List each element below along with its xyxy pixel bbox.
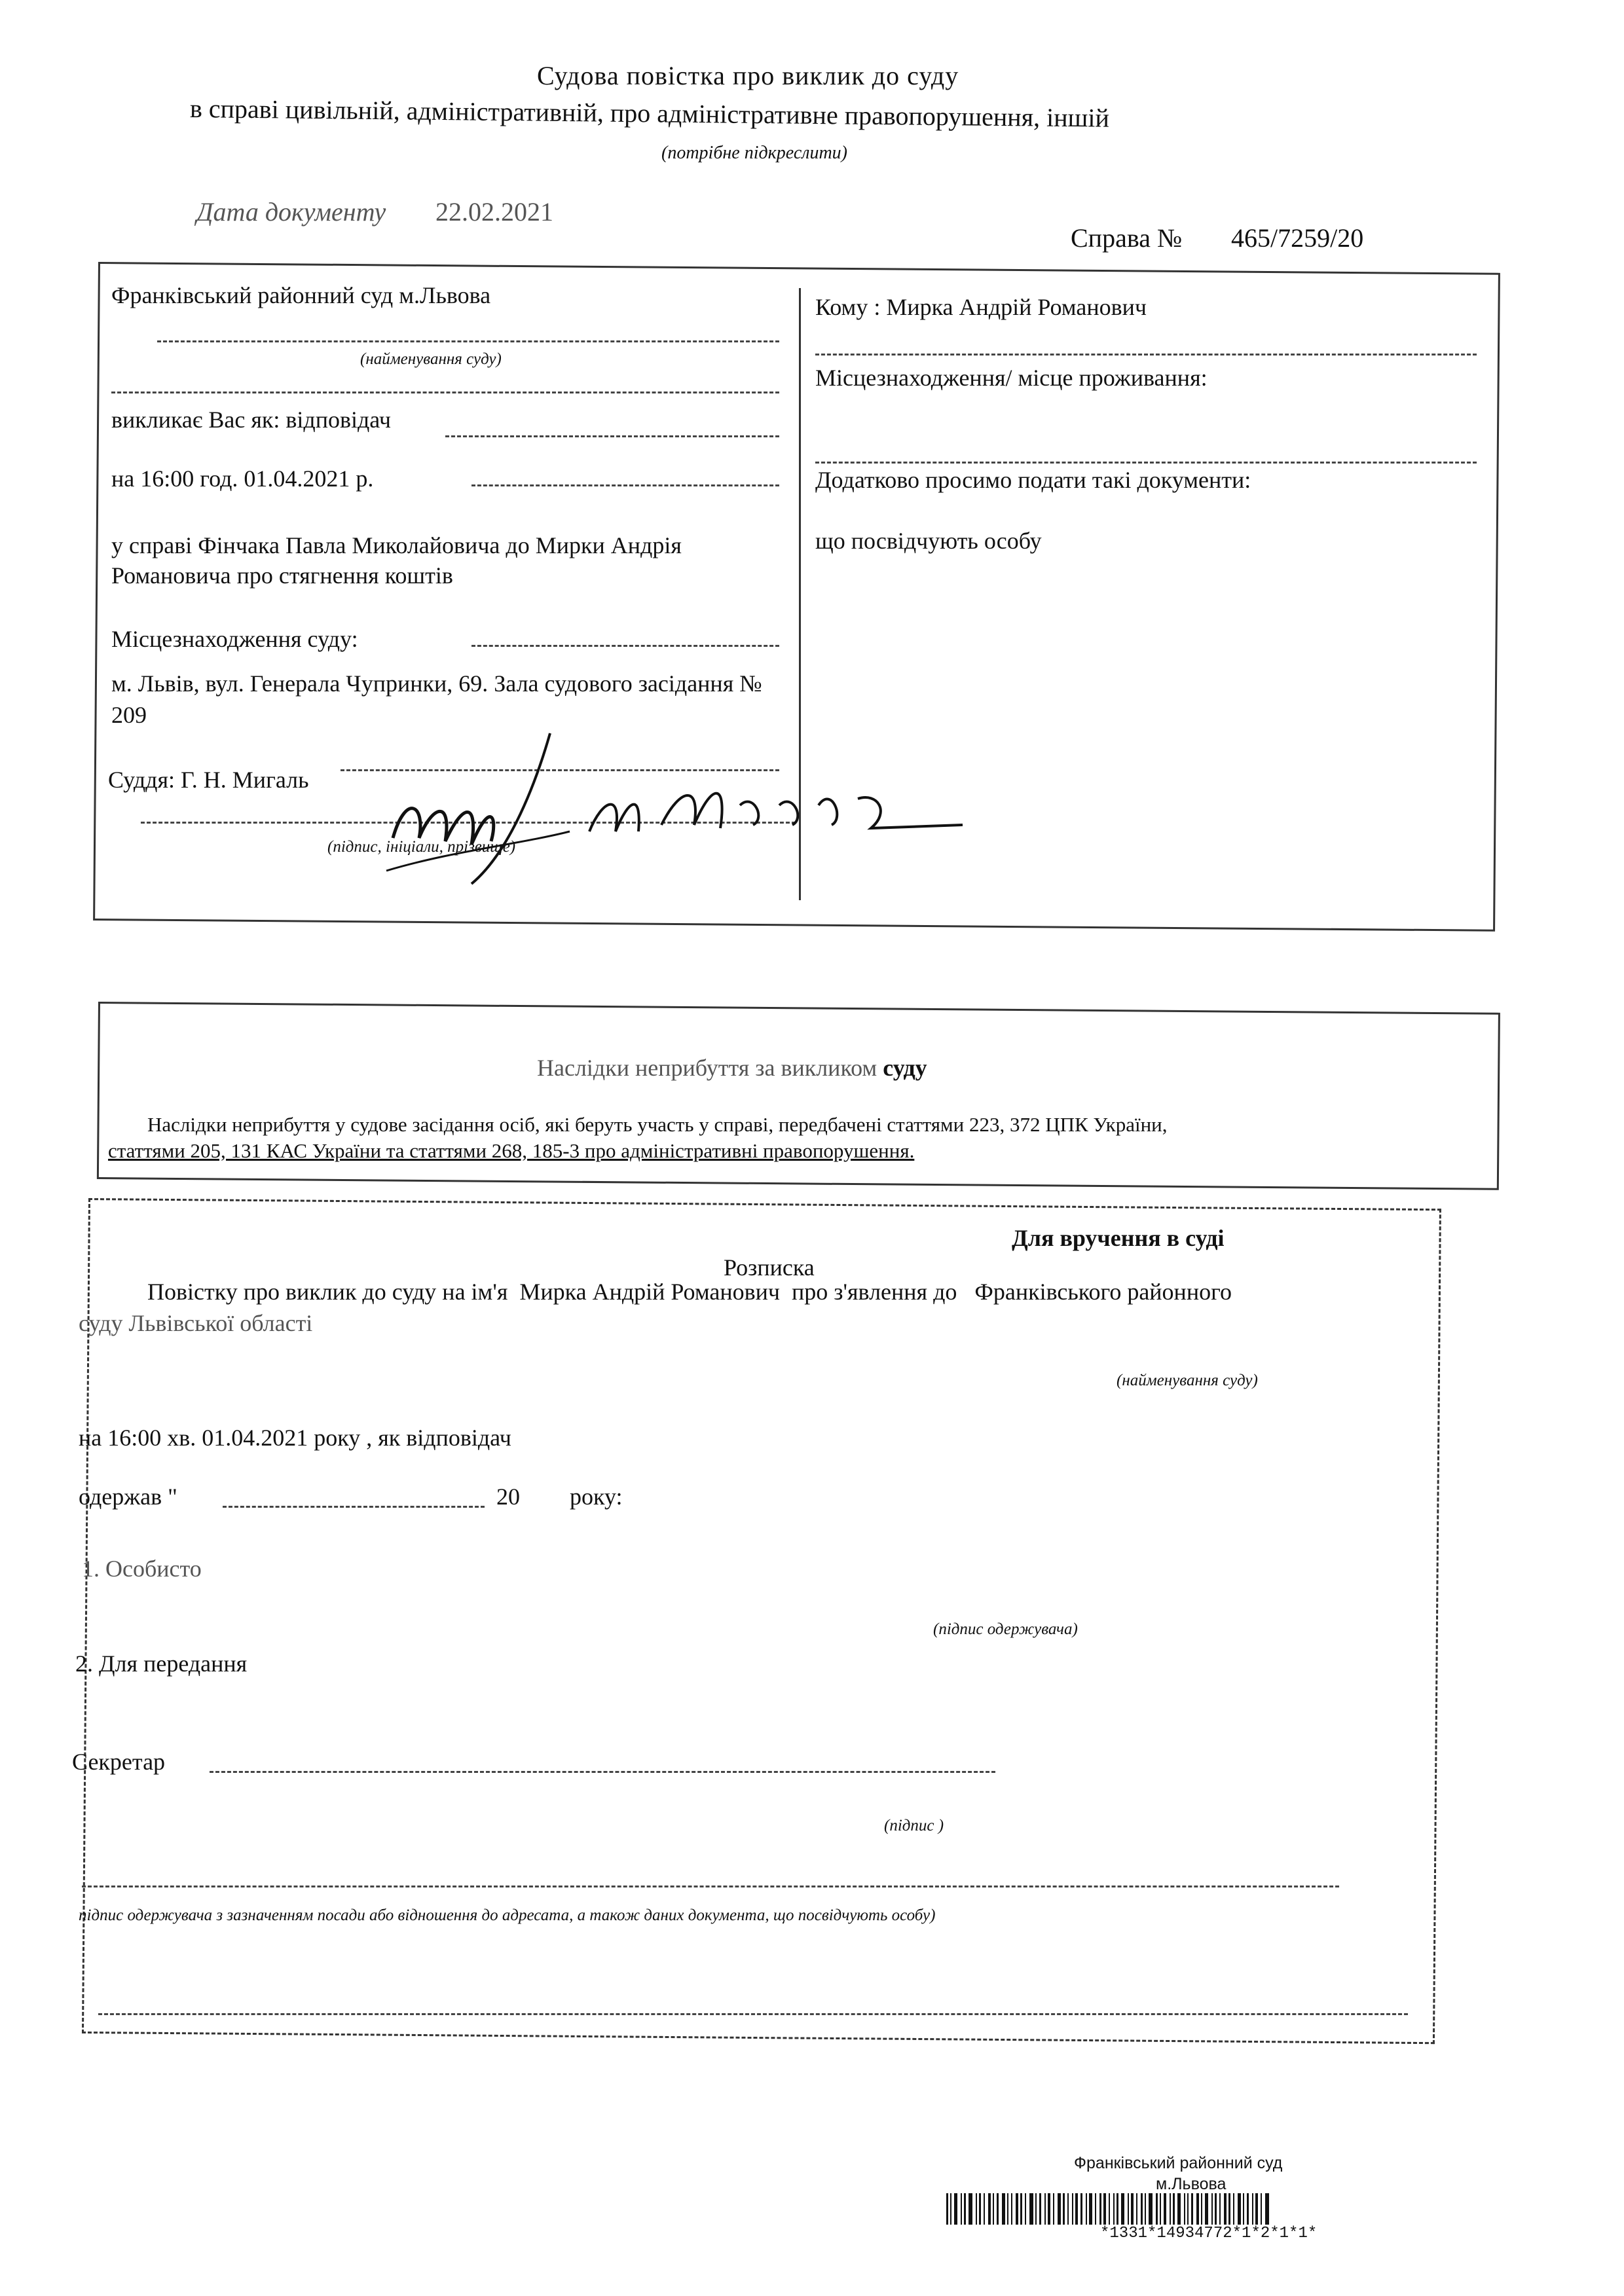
documents-value: що посвідчують особу (815, 528, 1042, 554)
barcode-bar (1035, 2193, 1037, 2225)
location-value: м. Львів, вул. Генерала Чупринки, 69. Зала судового засідання № 209 (111, 670, 762, 728)
barcode-bar (979, 2193, 981, 2225)
receipt-court-caption: (найменування суду) (1116, 1372, 1258, 1389)
stamp-line-2: м.Львова (1156, 2175, 1227, 2193)
receipt-title: Розписка (724, 1254, 815, 1281)
handwritten-signature (373, 720, 995, 890)
barcode-bar (1044, 2193, 1046, 2225)
barcode-bar (1211, 2193, 1213, 2225)
barcode-bar (961, 2193, 962, 2225)
received-day-underline (223, 1506, 485, 1508)
court-caption: (найменування суду) (360, 350, 502, 368)
barcode-bar (1029, 2193, 1033, 2225)
barcode-bar (1196, 2193, 1199, 2225)
summons-time: на 16:00 год. 01.04.2021 р. (111, 465, 374, 492)
bottom-underline (98, 2013, 1408, 2015)
time-underline (471, 484, 779, 486)
barcode-bar (1058, 2193, 1061, 2225)
barcode-bar (969, 2193, 972, 2225)
barcode-bar (1243, 2193, 1244, 2225)
barcode-bar (1020, 2193, 1022, 2225)
barcode-bar (1187, 2193, 1189, 2225)
barcode-bar (1086, 2193, 1087, 2225)
barcode-bar (1002, 2193, 1005, 2225)
recipient-label: Кому : Мирка Андрій Романович (815, 294, 1147, 320)
barcode-bar (1149, 2193, 1153, 2225)
barcode-bar (1016, 2193, 1018, 2225)
receipt-court-short: Франківського районного (974, 1279, 1232, 1305)
barcode-bar (1039, 2193, 1041, 2225)
barcode-bar (1156, 2193, 1158, 2225)
recipient-underline (815, 354, 1477, 355)
receipt-line1-a: Повістку про виклик до суду на ім'я (147, 1279, 508, 1305)
notice-title (537, 1054, 927, 1082)
documents-label: Додатково просимо подати такі документи: (815, 467, 1251, 493)
barcode-bar (950, 2193, 951, 2225)
barcode-bar (1224, 2193, 1227, 2225)
receipt-item-2: 2. Для передання (75, 1650, 248, 1677)
barcode-bar (1025, 2193, 1026, 2225)
barcode-bar (1075, 2193, 1078, 2225)
receipt-person: Мирка Андрій Романович (519, 1279, 781, 1305)
barcode-bar (997, 2193, 999, 2225)
barcode-bar (1184, 2193, 1185, 2225)
barcode-bar (1265, 2193, 1269, 2225)
summons-as-underline (445, 435, 779, 437)
receipt-time-line: на 16:00 хв. 01.04.2021 року , як відповідач (79, 1425, 511, 1451)
barcode-bar (1080, 2193, 1082, 2225)
title-line-2: в справі цивільній, адміністративній, про адміністративне правопорушення, іншій (189, 94, 1110, 133)
barcode-bar (1238, 2193, 1241, 2225)
title-line-1: Судова повістка про виклик до суду (537, 61, 959, 90)
court-name: Франківський районний суд м.Львова (111, 282, 491, 308)
barcode-bar (988, 2193, 991, 2225)
location-label: Місцезнаходження суду: (111, 626, 358, 652)
case-number: 465/7259/20 (1231, 223, 1364, 253)
received-year: 20 (496, 1484, 520, 1510)
barcode-bar (1136, 2193, 1137, 2225)
location-underline (471, 645, 779, 647)
case-subject: у справі Фінчака Павла Миколайовича до Мирки Андрія Романовича про стягнення коштів (111, 532, 682, 589)
barcode-bar (946, 2193, 948, 2225)
secretary-underline (210, 1771, 995, 1773)
barcode-bar (1007, 2193, 1008, 2225)
barcode (946, 2193, 1271, 2225)
notice-body-2: статтями 205, 131 КАС України та статтями 268, 185-3 про адміністративні правопорушення. (108, 1139, 915, 1162)
address-underline (815, 462, 1477, 464)
barcode-bar (1219, 2193, 1221, 2225)
barcode-bar (1128, 2193, 1129, 2225)
barcode-bar (1141, 2193, 1143, 2225)
barcode-bar (1201, 2193, 1202, 2225)
receipt-line1-b: про з'явлення до (792, 1279, 957, 1305)
barcode-bar (1177, 2193, 1181, 2225)
received-a: одержав " (79, 1484, 177, 1510)
barcode-bar (1113, 2193, 1115, 2225)
footer-caption: підпис одержувача з зазначенням посади або відношення до адресата, а також даних документа, що посвідчують особу) (79, 1906, 936, 1924)
title-note: (потрібне підкреслити) (661, 143, 848, 163)
barcode-bar (1053, 2193, 1054, 2225)
barcode-bar (1116, 2193, 1118, 2225)
barcode-bar (1261, 2193, 1262, 2225)
barcode-bar (1164, 2193, 1166, 2225)
barcode-bar (984, 2193, 985, 2225)
barcode-bar (954, 2193, 957, 2225)
barcode-bar (976, 2193, 977, 2225)
barcode-bar (1095, 2193, 1096, 2225)
footer-underline (82, 1886, 1339, 1887)
barcode-text: *1331*14934772*1*2*1*1* (1100, 2225, 1318, 2242)
barcode-bar (1233, 2193, 1234, 2225)
court-underline (157, 340, 779, 342)
notice-title-part2: суду (883, 1055, 927, 1081)
barcode-bar (1011, 2193, 1012, 2225)
barcode-bar (1131, 2193, 1134, 2225)
receipt-line-1 (147, 1278, 1232, 1305)
judge-name: Суддя: Г. Н. Мигаль (108, 767, 309, 793)
barcode-bar (1247, 2193, 1249, 2225)
barcode-bar (1170, 2193, 1171, 2225)
divider-line (111, 392, 779, 393)
barcode-bar (1191, 2193, 1193, 2225)
barcode-bar (993, 2193, 994, 2225)
secretary-signature-caption: (підпис ) (884, 1817, 944, 1834)
date-label: Дата документу (196, 197, 386, 227)
notice-title-part1: Наслідки неприбуття за викликом (537, 1055, 877, 1081)
barcode-bar (1205, 2193, 1208, 2225)
recipient-signature-caption: (підпис одержувача) (933, 1620, 1078, 1638)
barcode-bar (1255, 2193, 1258, 2225)
secretary-label: Секретар (72, 1749, 166, 1775)
barcode-bar (1063, 2193, 1065, 2225)
barcode-bar (1145, 2193, 1146, 2225)
barcode-bar (1072, 2193, 1073, 2225)
signature-caption: (підпис, ініціали, прізвище) (327, 838, 516, 856)
barcode-bar (1173, 2193, 1175, 2225)
received-b: року: (570, 1484, 623, 1510)
case-label: Справа № (1071, 223, 1183, 253)
barcode-bar (1109, 2193, 1110, 2225)
barcode-bar (1103, 2193, 1106, 2225)
barcode-bar (1048, 2193, 1050, 2225)
barcode-bar (1089, 2193, 1092, 2225)
address-label: Місцезнаходження/ місце проживання: (815, 365, 1208, 391)
barcode-bar (1099, 2193, 1101, 2225)
summons-as: викликає Вас як: відповідач (111, 407, 391, 433)
barcode-bar (1252, 2193, 1253, 2225)
date-value: 22.02.2021 (435, 197, 553, 227)
barcode-bar (1228, 2193, 1230, 2225)
for-court-label: Для вручення в суді (1012, 1225, 1225, 1251)
barcode-bar (1067, 2193, 1069, 2225)
barcode-bar (1160, 2193, 1161, 2225)
notice-body: Наслідки неприбуття у судове засідання осіб, які беруть участь у справі, передбачені статтями 223, 372 ЦПК України, (147, 1113, 1168, 1136)
receipt-line-2: суду Львівської області (79, 1310, 313, 1336)
receipt-item-1: 1. Особисто (82, 1556, 202, 1582)
stamp-line-1: Франківський районний суд (1074, 2154, 1283, 2172)
barcode-bar (1215, 2193, 1217, 2225)
barcode-bar (1121, 2193, 1124, 2225)
barcode-bar (964, 2193, 966, 2225)
